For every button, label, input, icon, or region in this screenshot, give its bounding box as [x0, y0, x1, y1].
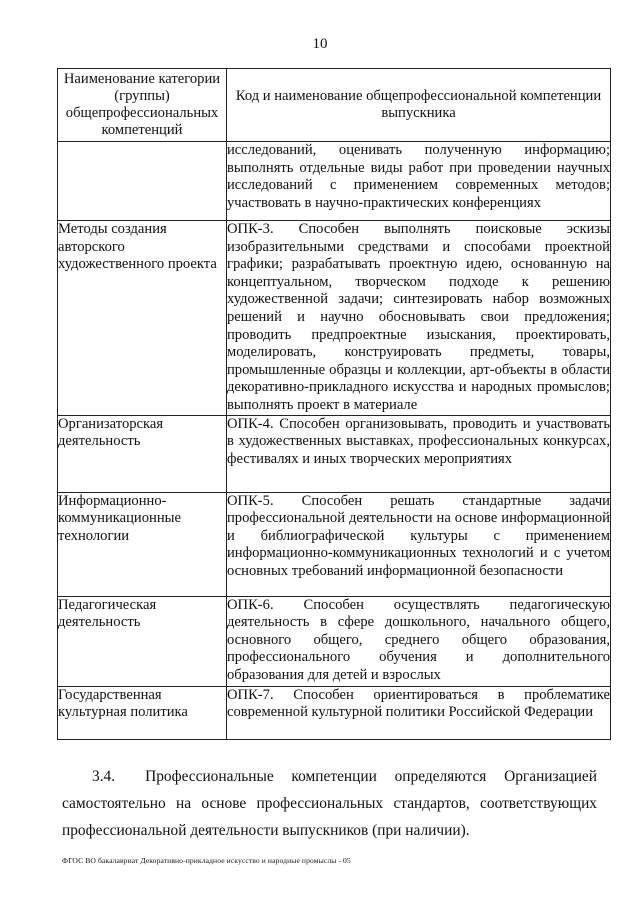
row-competence: ОПК-6. Способен осуществлять педагогическую деятельность в сфере дошкольного, начального общего, основного общего, среднего общего образования, профессионального обучения и дополнительного образования для детей и взрослых — [227, 596, 611, 686]
page-number: 10 — [312, 36, 328, 52]
table-row — [58, 596, 611, 686]
row-competence: исследований, оценивать полученную информацию; выполнять отдельные виды работ при проведении научных исследований с применением современных методов; участвовать в научно-практических конференциях — [227, 142, 611, 221]
table-row — [58, 221, 611, 416]
row-category — [58, 142, 227, 221]
row-category: Методы создания авторского художественного проекта — [58, 221, 227, 416]
table-header-row — [58, 69, 611, 142]
row-category: Организаторская деятельность — [58, 415, 227, 492]
competencies-table — [57, 68, 611, 740]
section-text: Профессиональные компетенции определяются Организацией самостоятельно на основе профессиональных стандартов, соответствующих профессиональной деятельности выпускников (при наличии). — [62, 768, 597, 839]
table-row — [58, 415, 611, 492]
section-paragraph — [62, 763, 597, 844]
document-footer: ФГОС ВО бакалавриат Декоративно-прикладное искусство и народные промыслы - 05 — [62, 856, 351, 865]
row-category: Государственная культурная политика — [58, 686, 227, 739]
row-category: Информационно-коммуникационные технологии — [58, 492, 227, 596]
row-competence: ОПК-4. Способен организовывать, проводить и участвовать в художественных выставках, профессиональных конкурсах, фестивалях и иных творческих мероприятиях — [227, 415, 611, 492]
table-row — [58, 686, 611, 739]
row-competence: ОПК-7. Способен ориентироваться в проблематике современной культурной политики Российской Федерации — [227, 686, 611, 739]
section-number: 3.4. — [92, 768, 116, 785]
row-competence: ОПК-5. Способен решать стандартные задачи профессиональной деятельности на основе информационной и библиографической культуры с применением информационно-коммуникационных технологий и с учетом основных требований информационной безопасности — [227, 492, 611, 596]
header-category: Наименование категории (группы) общепрофессиональных компетенций — [58, 69, 227, 142]
header-competence: Код и наименование общепрофессиональной компетенции выпускника — [227, 69, 611, 142]
table-row — [58, 142, 611, 221]
row-category: Педагогическая деятельность — [58, 596, 227, 686]
table-row — [58, 492, 611, 596]
row-competence: ОПК-3. Способен выполнять поисковые эскизы изобразительными средствами и способами проектной графики; разрабатывать проектную идею, основанную на концептуальном, творческом подходе к решению художественной задачи; синтезировать набор возможных решений и научно обосновывать свои предложения; проводить предпроектные изыскания, проектировать, моделировать, конструировать предметы, товары, промышленные образцы и коллекции, арт-объекты в области декоративно-прикладного искусства и народных промыслов; выполнять проект в материале — [227, 221, 611, 416]
